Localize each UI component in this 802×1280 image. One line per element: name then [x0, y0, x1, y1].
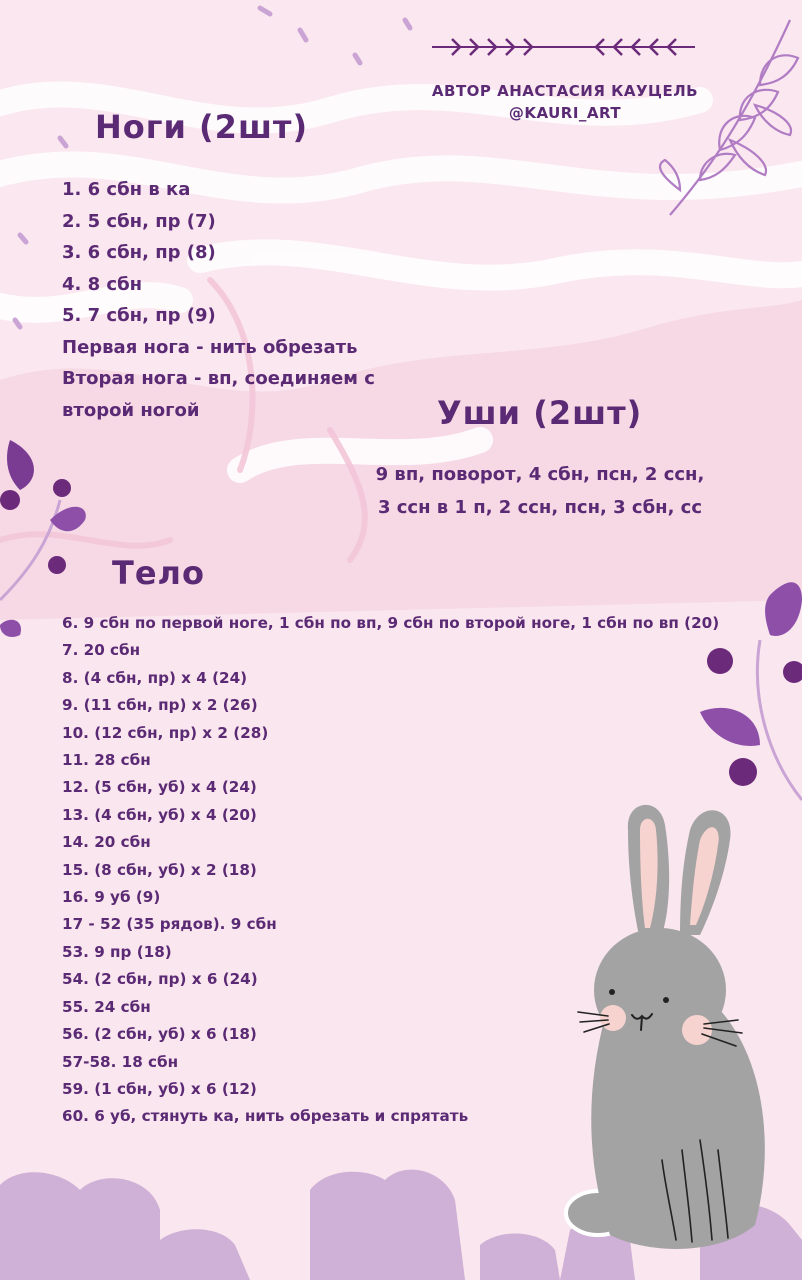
- legs-row: 3. 6 сбн, пр (8): [62, 242, 216, 263]
- body-row: 13. (4 сбн, уб) х 4 (20): [62, 805, 257, 824]
- body-row: 6. 9 сбн по первой ноге, 1 сбн по вп, 9 сбн по второй ноге, 1 сбн по вп (20): [62, 614, 720, 632]
- ears-section-title: Уши (2шт): [437, 394, 643, 432]
- legs-row: 5. 7 сбн, пр (9): [62, 305, 216, 326]
- body-row: 8. (4 сбн, пр) х 4 (24): [62, 668, 248, 687]
- body-row: 14. 20 сбн: [62, 833, 151, 852]
- ears-line: 3 ссн в 1 п, 2 ссн, псн, 3 сбн, сс: [377, 497, 703, 518]
- body-row: 9. (11 сбн, пр) х 2 (26): [62, 696, 258, 715]
- body-row: 17 - 52 (35 рядов). 9 сбн: [62, 915, 277, 934]
- body-row: 59. (1 сбн, уб) х 6 (12): [62, 1079, 257, 1098]
- body-row: 10. (12 сбн, пр) х 2 (28): [62, 723, 269, 742]
- body-row: 12. (5 сбн, уб) х 4 (24): [62, 778, 257, 797]
- ears-instructions: [340, 458, 740, 524]
- author-name: АВТОР АНАСТАСИЯ КАУЦЕЛЬ: [431, 82, 699, 100]
- legs-section-title: Ноги (2шт): [95, 108, 309, 146]
- legs-row: Вторая нога - вп, соединяем с: [62, 368, 375, 389]
- legs-row: второй ногой: [62, 399, 200, 421]
- body-row: 16. 9 уб (9): [62, 888, 161, 907]
- body-row: 54. (2 сбн, пр) х 6 (24): [62, 970, 258, 989]
- body-row: 56. (2 сбн, уб) х 6 (18): [62, 1025, 257, 1044]
- body-row: 60. 6 уб, стянуть ка, нить обрезать и спрятать: [62, 1107, 469, 1126]
- body-instructions: [62, 610, 719, 1131]
- body-row: 11. 28 сбн: [62, 751, 151, 770]
- legs-row: 2. 5 сбн, пр (7): [62, 210, 216, 232]
- legs-row: 1. 6 сбн в ка: [62, 179, 191, 200]
- body-row: 55. 24 сбн: [62, 997, 151, 1016]
- legs-row: 4. 8 сбн: [62, 273, 143, 295]
- legs-instructions: [62, 174, 375, 426]
- author-handle: @KAURI_ART: [508, 104, 622, 122]
- body-row: 53. 9 пр (18): [62, 942, 172, 961]
- legs-row: Первая нога - нить обрезать: [62, 336, 358, 358]
- body-row: 7. 20 сбн: [62, 641, 141, 660]
- body-row: 57-58. 18 сбн: [62, 1052, 179, 1071]
- author-credit: [430, 80, 700, 124]
- body-section-title: Тело: [112, 554, 205, 592]
- ears-line: 9 вп, поворот, 4 сбн, псн, 2 ссн,: [375, 464, 705, 485]
- body-row: 15. (8 сбн, уб) х 2 (18): [62, 860, 257, 879]
